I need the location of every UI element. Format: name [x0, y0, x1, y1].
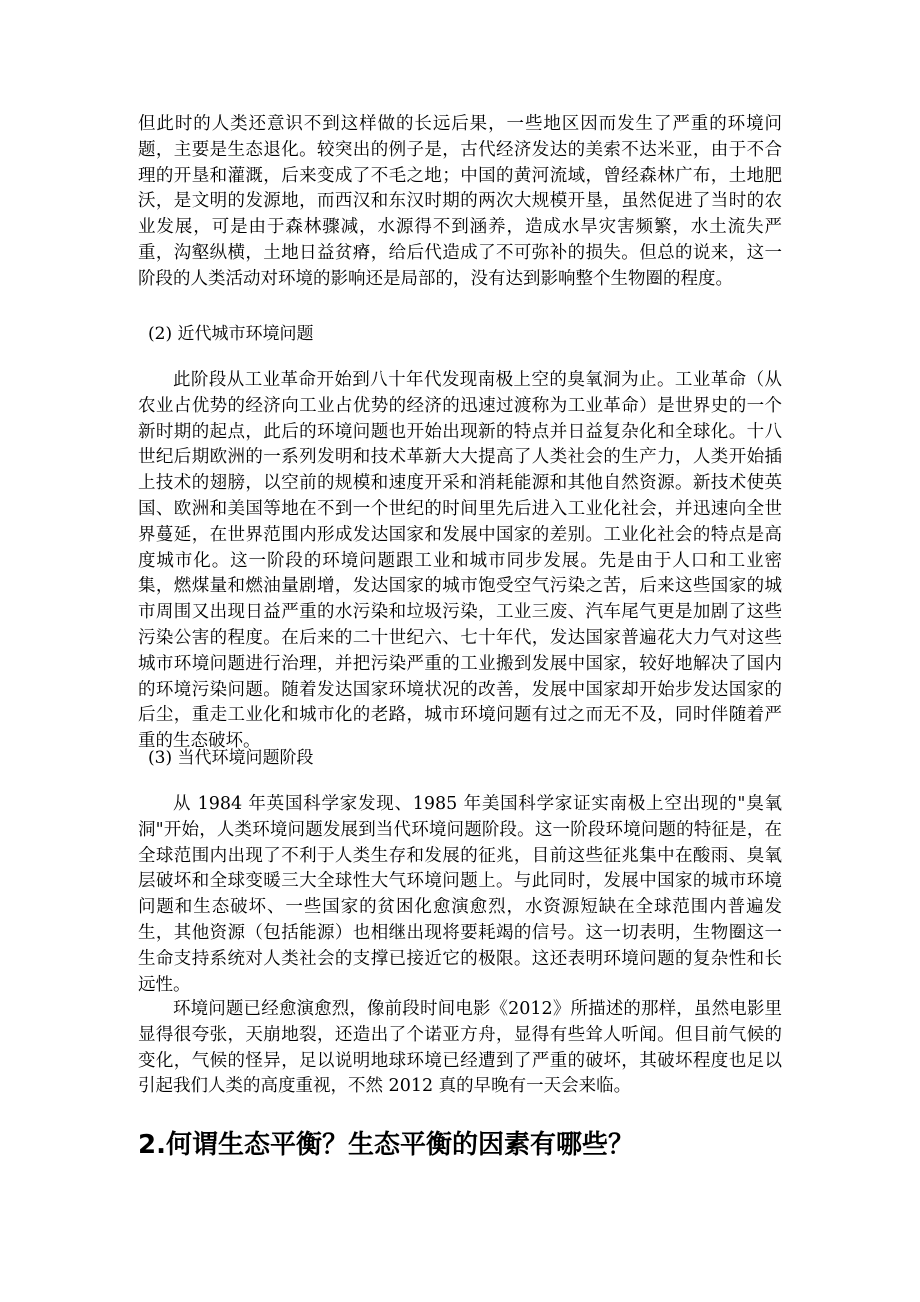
paragraph-contemporary: 从 1984 年英国科学家发现、1985 年美国科学家证实南极上空出现的"臭氧洞"开始，人类环境问题发展到当代环境问题阶段。这一阶段环境问题的特征是，在全球范围内出现了不利于人类生存和发展的征兆，目前这些征兆集中在酸雨、臭氧层破坏和全球变暖三大全球性大气环境问题上。与此同时，发展中国家的城市环境问题和生态破坏、一些国家的贫困化愈演愈烈，水资源短缺在全球范围内普遍发生，其他资源（包括能源）也相继出现将要耗竭的信号。这一切表明，生物圈这一生命支持系统对人类社会的支撑已接近它的极限。这还表明环境问题的复杂性和长远性。	[138, 794, 782, 995]
paragraph-ancient-environment: 但此时的人类还意识不到这样做的长远后果，一些地区因而发生了严重的环境问题，主要是生态退化。较突出的例子是，古代经济发达的美索不达米亚，由于不合理的开垦和灌溉，后来变成了不毛之地；中国的黄河流域，曾经森林广布，土地肥沃，是文明的发源地，而西汉和东汉时期的两次大规模开垦，虽然促进了当时的农业发展，可是由于森林骤减，水源得不到涵养，造成水旱灾害频繁，水土流失严重，沟壑纵横，土地日益贫瘠，给后代造成了不可弥补的损失。但总的说来，这一阶段的人类活动对环境的影响还是局部的，没有达到影响整个生物圈的程度。	[138, 114, 782, 289]
paragraph-modern-urban: 此阶段从工业革命开始到八十年代发现南极上空的臭氧洞为止。工业革命（从农业占优势的经济向工业占优势的经济的迅速过渡称为工业革命）是世界史的一个新时期的起点，此后的环境问题也开始出现新的特点并日益复杂化和全球化。十八世纪后期欧洲的一系列发明和技术革新大大提高了人类社会的生产力，人类开始插上技术的翅膀，以空前的规模和速度开采和消耗能源和其他自然资源。新技术使英国、欧洲和美国等地在不到一个世纪的时间里先后进入工业化社会，并迅速向全世界蔓延，在世界范围内形成发达国家和发展中国家的差别。工业化社会的特点是高度城市化。这一阶段的环境问题跟工业和城市同步发展。先是由于人口和工业密集，燃煤量和燃油量剧增，发达国家的城市饱受空气污染之苦，后来这些国家的城市周围又出现日益严重的水污染和垃圾污染，工业三废、汽车尾气更是加剧了这些污染公害的程度。在后来的二十世纪六、七十年代，发达国家普遍花大力气对这些城市环境问题进行治理，并把污染严重的工业搬到发展中国家，较好地解决了国内的环境污染问题。随着发达国家环境状况的改善，发展中国家却开始步发达国家的后尘，重走工业化和城市化的老路，城市环境问题有过之而无不及，同时伴随着严重的生态破坏。	[138, 370, 782, 752]
section-heading-ecological-balance: 2.何谓生态平衡？生态平衡的因素有哪些？	[138, 1130, 634, 1160]
subheading-contemporary: (3) 当代环境问题阶段	[148, 748, 314, 768]
subheading-modern-urban: (2) 近代城市环境问题	[148, 324, 314, 344]
paragraph-2012-film: 环境问题已经愈演愈烈，像前段时间电影《2012》所描述的那样，虽然电影里显得很夸张，天崩地裂，还造出了个诺亚方舟，显得有些耸人听闻。但目前气候的变化，气候的怪异，足以说明地球环境已经遭到了严重的破坏，其破坏程度也足以引起我们人类的高度重视，不然 2012 真的早晚有一天会来临。	[138, 999, 782, 1097]
